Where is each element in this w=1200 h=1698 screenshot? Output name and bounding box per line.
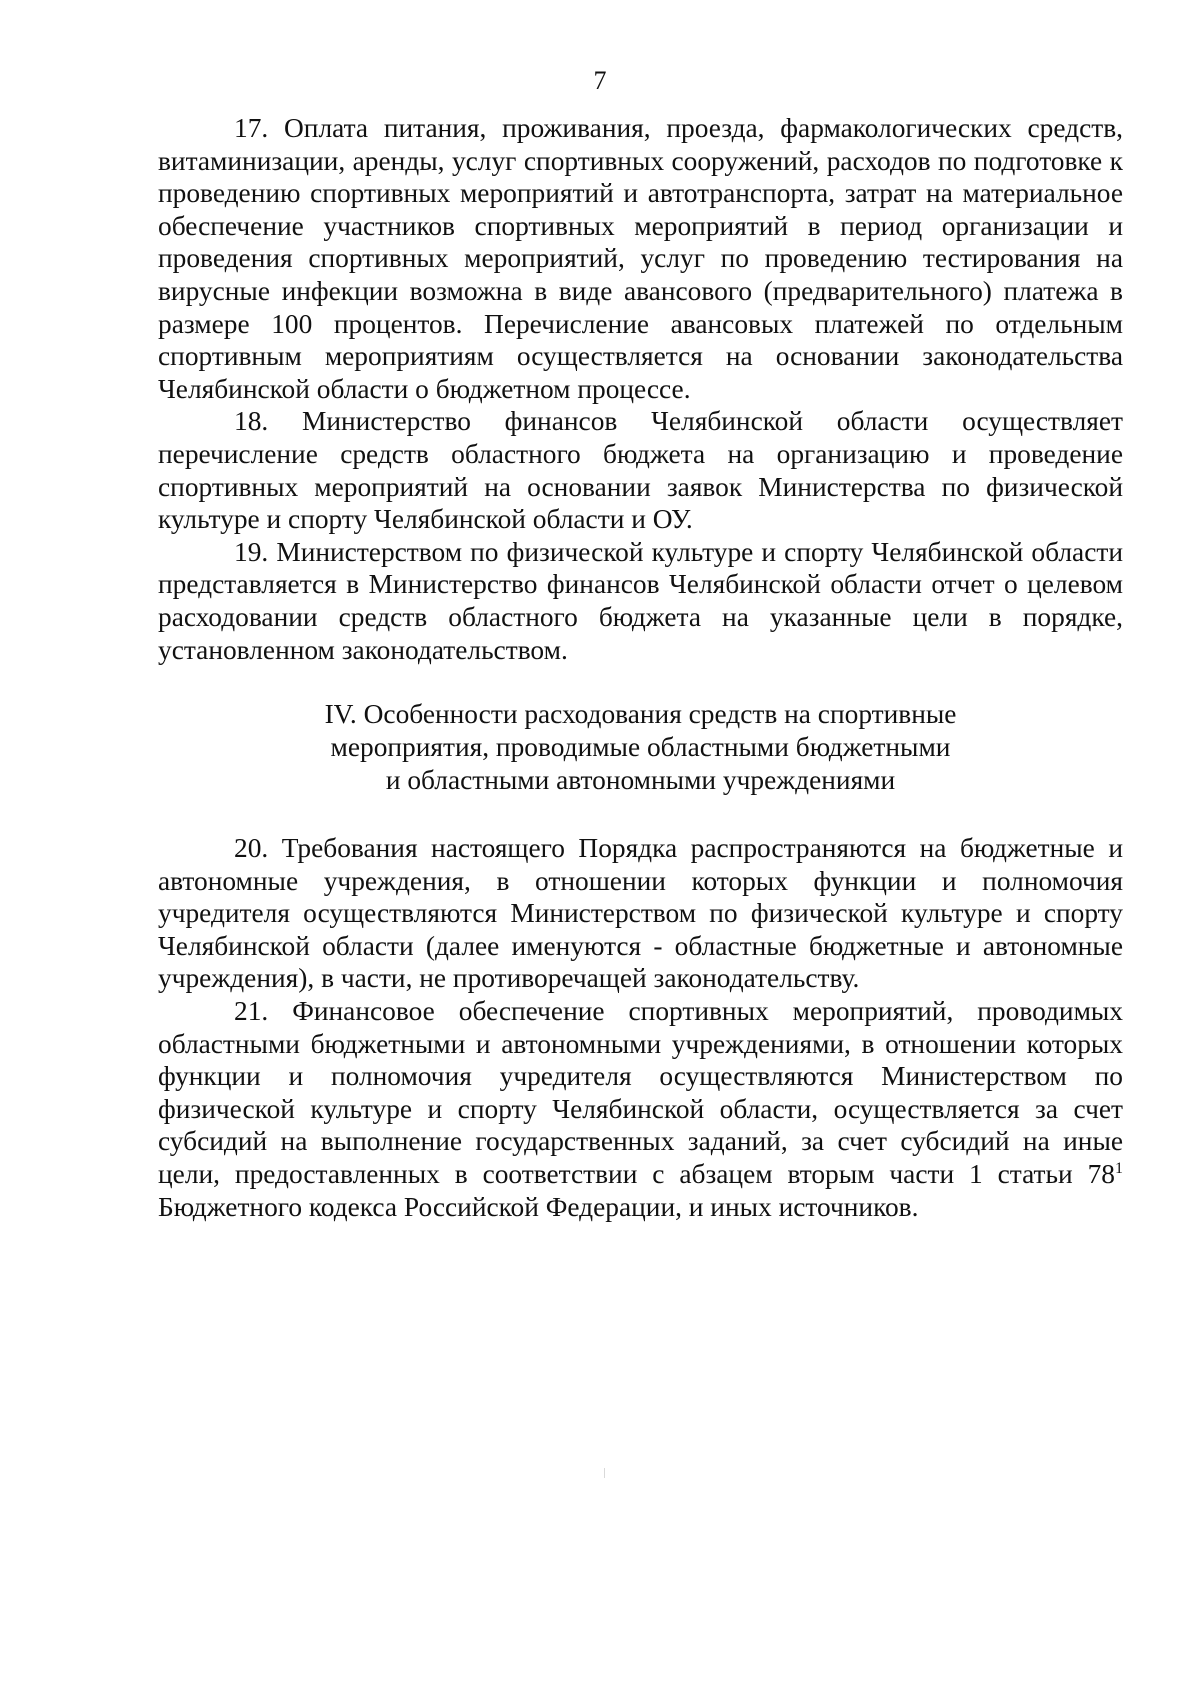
document-body: [158, 112, 1123, 1223]
paragraph-19: 19. Министерством по физической культуре и спорту Челябинской области представляется в Министерство финансов Челябинской области отчет о целевом расходовании средств областного бюджета на указанные цели в порядке, установленном законодательством.: [158, 536, 1123, 665]
section-heading-line: и областными автономными учреждениями: [385, 765, 896, 796]
section-heading-line: IV. Особенности расходования средств на спортивные: [324, 699, 957, 730]
paragraph-21-text: 21. Финансовое обеспечение спортивных мероприятий, проводимых областными бюджетными и автономными учреждениями, в отношении которых функции и полномочия учредителя осуществляются Министерством по физической культуре и спорту Челябинской области, осуществляется за счет субсидий на выполнение государственных заданий, за счет субсидий на иные цели, предоставленных в соответствии с абзацем вторым части 1 статьи 78: [158, 996, 1123, 1190]
section-heading: [158, 698, 1123, 797]
paragraph-17: 17. Оплата питания, проживания, проезда, фармакологических средств, витаминизации, аренды, услуг спортивных сооружений, расходов по подготовке к проведению спортивных мероприятий и автотранспорта, затрат на материальное обеспечение участников спортивных мероприятий в период организации и проведения спортивных мероприятий, услуг по проведению тестирования на вирусные инфекции возможна в виде авансового (предварительного) платежа в размере 100 процентов. Перечисление авансовых платежей по отдельным спортивным мероприятиям осуществляется на основании законодательства Челябинской области о бюджетном процессе.: [158, 113, 1123, 404]
article-superscript: 1: [1115, 1160, 1123, 1178]
paragraph-21: [158, 995, 1123, 1223]
scan-speck: [604, 1468, 605, 1478]
section-heading-line: мероприятия, проводимые областными бюджетными: [330, 732, 951, 763]
paragraph-21-text-end: Бюджетного кодекса Российской Федерации, и иных источников.: [158, 1191, 919, 1222]
paragraph-20: 20. Требования настоящего Порядка распространяются на бюджетные и автономные учреждения, в отношении которых функции и полномочия учредителя осуществляются Министерством по физической культуре и спорту Челябинской области (далее именуются - областные бюджетные и автономные учреждения), в части, не противоречащей законодательству.: [158, 833, 1123, 994]
page-number: 7: [593, 66, 607, 95]
paragraph-18: 18. Министерство финансов Челябинской области осуществляет перечисление средств областного бюджета на организацию и проведение спортивных мероприятий на основании заявок Министерства по физической культуре и спорту Челябинской области и ОУ.: [158, 406, 1123, 535]
